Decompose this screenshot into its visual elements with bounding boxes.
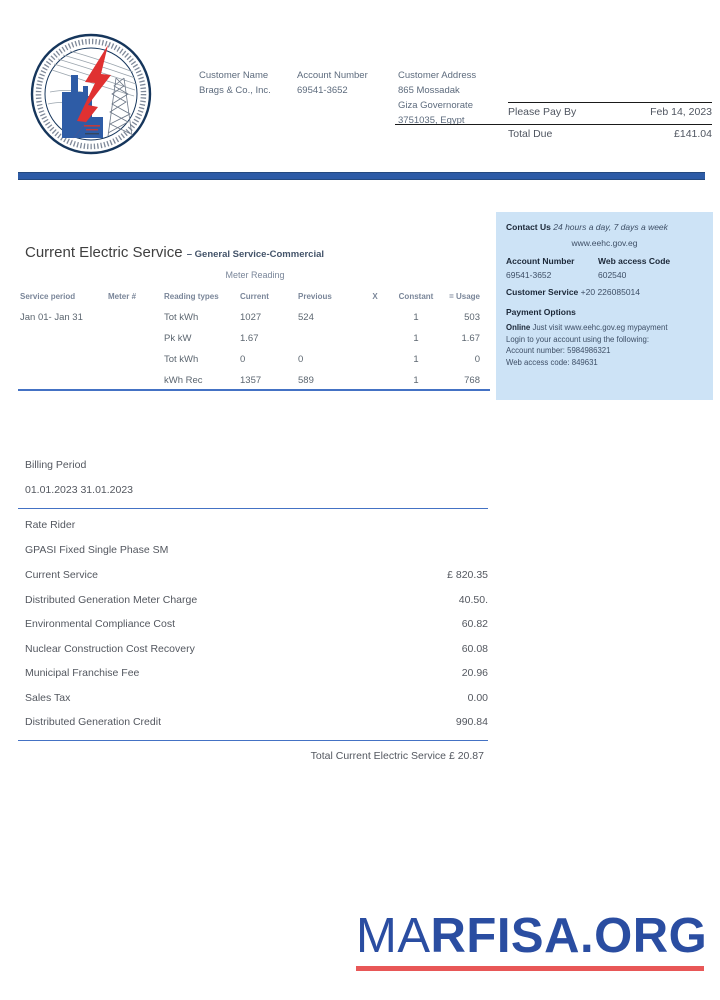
billing-period-value: 01.01.2023 31.01.2023 <box>25 484 134 496</box>
brand-text-bold: RFISA.ORG <box>430 909 708 963</box>
billing-top-rule <box>18 508 488 509</box>
charge-amount: 60.08 <box>461 642 488 655</box>
charge-label: Distributed Generation Credit <box>25 716 161 728</box>
charge-row <box>18 666 488 681</box>
charge-label: Distributed Generation Meter Charge <box>25 593 198 606</box>
header-service-period: Service period <box>20 292 76 301</box>
charge-row <box>18 642 488 657</box>
charge-row <box>18 691 488 706</box>
billing-period-label: Billing Period <box>25 459 87 471</box>
total-due-label: Total Due <box>508 128 553 140</box>
charge-amount: 990.84 <box>455 716 488 728</box>
charge-label: Environmental Compliance Cost <box>25 618 175 630</box>
please-pay-by-date: Feb 14, 2023 <box>650 106 712 118</box>
online-web-access-code: Web access code: 849631 <box>506 357 598 367</box>
header-reading-types: Reading types <box>164 292 219 301</box>
online-label: Online <box>506 323 531 332</box>
charge-row <box>18 568 488 583</box>
charge-label: Municipal Franchise Fee <box>25 667 140 679</box>
meter-table-row: kWh Rec 1357 589 1 768 <box>164 375 480 386</box>
online-instructions: Just visit www.eehc.gov.eg mypayment <box>532 323 668 332</box>
charge-row <box>18 617 488 632</box>
login-instructions: Login to your account using the following: <box>506 334 650 344</box>
address-line-3: 3751035, Egypt <box>398 115 465 126</box>
brand-underline <box>356 966 704 971</box>
customer-name-value: Brags & Co., Inc. <box>199 85 271 96</box>
total-current-service-amount: £ 20.87 <box>448 749 484 762</box>
contact-web-access-label: Web access Code <box>598 256 671 266</box>
meter-table-row: Jan 01- Jan 31 Tot kWh 1027 524 1 503 <box>20 312 480 323</box>
header-current: Current <box>240 292 269 301</box>
contact-us-label: Contact Us <box>506 222 551 232</box>
header-constant: Constant <box>398 292 434 301</box>
customer-service-label: Customer Service <box>506 287 579 297</box>
header-usage: = Usage <box>449 292 480 301</box>
payment-options-label: Payment Options <box>506 307 576 317</box>
charge-label: Nuclear Construction Cost Recovery <box>25 642 195 655</box>
address-line-1: 865 Mossadak <box>398 85 460 96</box>
contact-account-number-value: 69541-3652 <box>506 270 552 280</box>
please-pay-by-row <box>508 106 712 118</box>
total-current-service-label: Total Current Electric Service <box>310 749 447 762</box>
address-line-2: Giza Governorate <box>398 100 473 111</box>
contact-hours-text: 24 hours a day, 7 days a week <box>553 222 668 232</box>
meter-table-bottom-rule <box>18 389 490 391</box>
contact-web-access-value: 602540 <box>598 270 627 280</box>
meter-table-row: Tot kWh 0 0 1 0 <box>164 354 480 365</box>
section-subtitle: – General Service-Commercial <box>186 249 325 260</box>
charge-amount: 20.96 <box>461 667 488 679</box>
customer-name-label: Customer Name <box>199 70 269 81</box>
charge-amount: 60.82 <box>461 618 488 630</box>
online-account-number: Account number: 5984986321 <box>506 346 611 355</box>
header-divider-bar <box>18 172 705 180</box>
charge-row <box>18 593 488 608</box>
total-due-amount: £141.04 <box>674 128 712 140</box>
customer-name-block <box>199 68 294 98</box>
electric-company-seal-logo <box>28 30 154 158</box>
header-meter-number: Meter # <box>108 292 137 301</box>
meter-table-header-row <box>20 286 490 307</box>
section-heading <box>25 244 324 261</box>
total-current-service-row <box>18 750 488 762</box>
account-number-block <box>297 68 395 98</box>
account-number-value: 69541-3652 <box>297 85 348 96</box>
pay-table-divider-rule <box>395 124 712 125</box>
charge-amount: 40.50. <box>458 593 488 606</box>
billing-section <box>18 458 488 762</box>
pay-table-top-rule <box>508 102 712 103</box>
header-x: X <box>372 292 378 301</box>
contact-website-link[interactable]: www.eehc.gov.eg <box>571 238 638 248</box>
header-previous: Previous <box>298 292 332 301</box>
meter-table-row: Pk kW 1.67 1 1.67 <box>164 333 480 344</box>
meter-reading-title: Meter Reading <box>225 270 285 280</box>
customer-address-label: Customer Address <box>398 70 477 81</box>
section-title: Current Electric Service <box>25 244 183 261</box>
meter-reading-table <box>20 270 490 391</box>
account-number-label: Account Number <box>297 70 368 81</box>
please-pay-by-label: Please Pay By <box>508 106 577 118</box>
contact-us-box <box>496 212 713 400</box>
charge-row <box>18 715 488 730</box>
marfisa-brand-logo <box>356 908 706 971</box>
total-due-row <box>508 128 712 140</box>
charge-label: Current Service <box>25 569 98 581</box>
customer-service-phone: +20 226085014 <box>580 287 640 297</box>
contact-account-number-label: Account Number <box>506 256 575 266</box>
customer-address-block <box>398 68 508 128</box>
charge-amount: 0.00 <box>467 691 488 704</box>
billing-total-rule <box>18 740 488 741</box>
charge-amount: £ 820.35 <box>447 569 488 581</box>
brand-text-light: MA <box>356 909 431 963</box>
charge-label: Sales Tax <box>25 691 71 704</box>
rate-rider-label: Rate Rider <box>25 519 76 531</box>
rate-plan-value: GPASI Fixed Single Phase SM <box>25 544 169 556</box>
